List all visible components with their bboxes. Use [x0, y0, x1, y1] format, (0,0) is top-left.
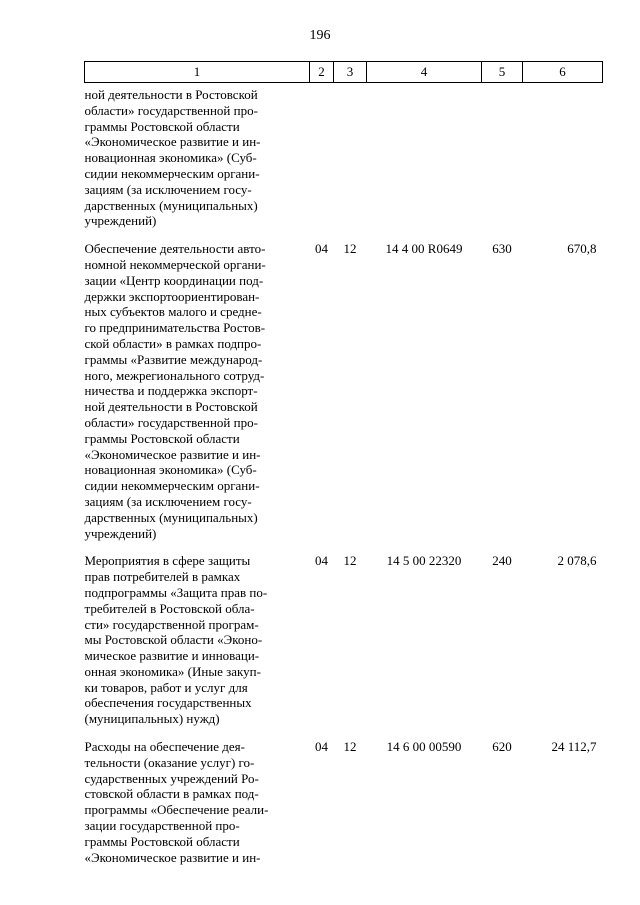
- row-target-code: 14 4 00 R0649: [385, 241, 463, 257]
- row-expense-type: 630: [492, 241, 512, 257]
- header-col-3: 3: [334, 62, 367, 83]
- row-description: Расходы на обеспечение дея- тельности (оказание услуг) го- сударственных учреждений Ро- стовской области в рамках под- программы «Обеспечение реали- зации государственной про- граммы Ростовской области «Экономическое развитие и ин-: [84, 739, 269, 865]
- row-description: Мероприятия в сфере защиты прав потребителей в рамках подпрограммы «Защита прав по- требителей в Ростовской обла- сти» государственной програм- мы Ростовской области «Эконо- мическое развитие и инноваци- онная экономика» (Иные закуп- ки товаров, работ и услуг для обеспечения государственных (муниципальных) нужд): [84, 553, 268, 727]
- row-amount: 24 112,7: [551, 739, 597, 755]
- table-row: [85, 235, 603, 547]
- row-amount: 2 078,6: [557, 553, 597, 569]
- row-subsection: [334, 83, 367, 236]
- row-section: [310, 83, 334, 236]
- row-section: 04: [315, 241, 328, 257]
- table-row: [85, 547, 603, 733]
- row-subsection: 12: [343, 553, 357, 569]
- table-header-row: [85, 62, 603, 83]
- row-amount: [523, 83, 603, 236]
- row-description: Обеспечение деятельности авто- номной некоммерческой органи- зации «Центр координации под- держки экспортоориентирован- ных субъектов малого и средне- го предпринимательства Ростов- ской области» в рамках подпро- граммы «Развитие международ- ного, межрегионального сотруд- ничества и поддержка экспорт- ной деятельности в Ростовской области» государственной про- граммы Ростовской области «Экономическое развитие и ин- новационная экономика» (Суб- сидии некоммерческим органи- зациям (за исключением госу- дарственных (муниципальных) учреждений): [84, 241, 266, 541]
- budget-table: [84, 61, 603, 871]
- header-col-4: 4: [367, 62, 482, 83]
- row-expense-type: 620: [492, 739, 512, 755]
- row-expense-type: [482, 83, 523, 236]
- header-col-2: 2: [310, 62, 334, 83]
- table-row: [85, 733, 603, 871]
- row-section: 04: [315, 739, 328, 755]
- header-col-5: 5: [482, 62, 523, 83]
- header-col-1: 1: [85, 62, 310, 83]
- table-row: [85, 83, 603, 236]
- row-amount: 670,8: [567, 241, 597, 257]
- row-description: ной деятельности в Ростовской области» государственной про- граммы Ростовской области «Экономическое развитие и ин- новационная экономика» (Суб- сидии некоммерческим органи- зациям (за исключением госу- дарственных (муниципальных) учреждений): [84, 87, 261, 229]
- page-number: 196: [309, 28, 331, 43]
- row-subsection: 12: [343, 739, 357, 755]
- row-section: 04: [315, 553, 328, 569]
- row-target-code: 14 6 00 00590: [386, 739, 462, 755]
- header-col-6: 6: [523, 62, 603, 83]
- row-subsection: 12: [343, 241, 357, 257]
- row-target-code: [367, 83, 482, 236]
- row-target-code: 14 5 00 22320: [386, 553, 462, 569]
- row-expense-type: 240: [492, 553, 512, 569]
